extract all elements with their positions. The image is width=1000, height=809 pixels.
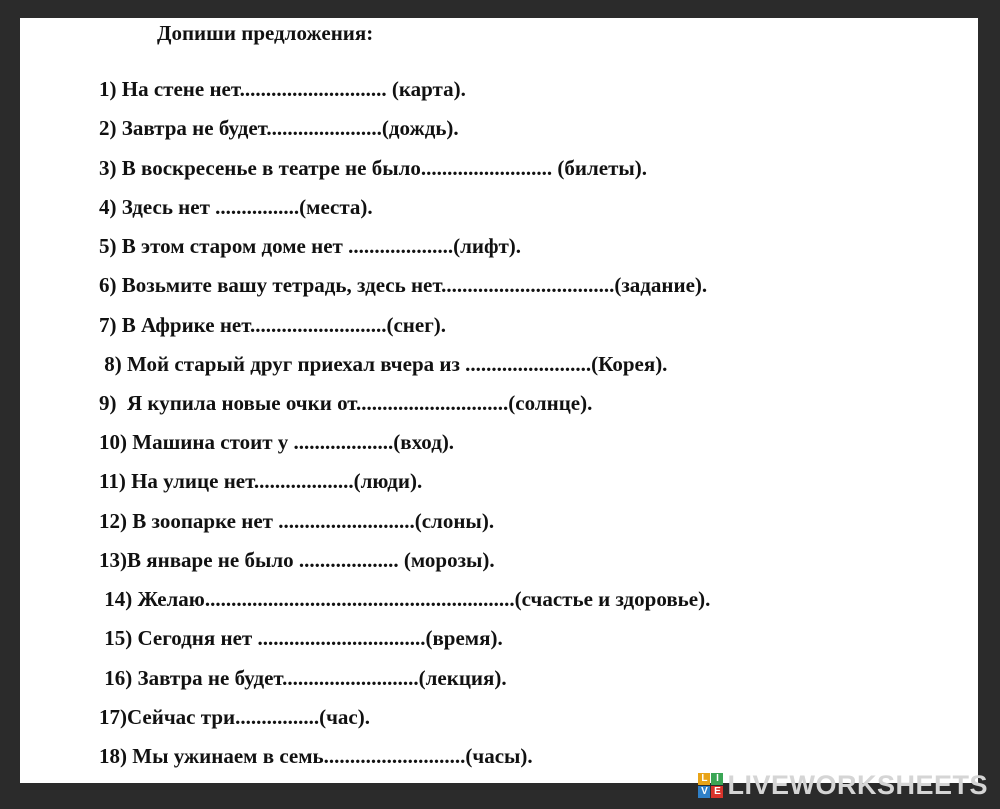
exercise-item-18: 18) Мы ужинаем в семь...........................(часы). — [99, 744, 533, 768]
logo-text: LIVEWORKSHEETS — [727, 769, 988, 800]
exercise-item-1: 1) На стене нет............................ (карта). — [99, 77, 466, 101]
exercise-item-11: 11) На улице нет...................(люди). — [99, 469, 423, 493]
exercise-item-14: 14) Желаю...........................................................(счастье и здоровье). — [99, 587, 711, 611]
exercise-item-13: 13)В январе не было ................... (морозы). — [99, 548, 495, 572]
liveworksheets-logo[interactable] — [698, 768, 988, 802]
exercise-item-15: 15) Сегодня нет ................................(время). — [99, 626, 503, 650]
exercise-item-2: 2) Завтра не будет......................(дождь). — [99, 116, 459, 140]
logo-letter: L — [698, 773, 710, 785]
exercise-item-9: 9) Я купила новые очки от.............................(солнце). — [99, 391, 593, 415]
worksheet-title: Допиши предложения: — [157, 21, 374, 45]
exercise-item-6: 6) Возьмите вашу тетрадь, здесь нет.................................(задание). — [99, 273, 708, 297]
logo-letter: V — [698, 786, 710, 798]
logo-letter: I — [711, 773, 723, 785]
exercise-item-12: 12) В зоопарке нет ..........................(слоны). — [99, 509, 495, 533]
exercise-item-10: 10) Машина стоит у ...................(вход). — [99, 430, 455, 454]
exercise-item-7: 7) В Африке нет..........................(снег). — [99, 313, 446, 337]
worksheet-page — [20, 18, 978, 783]
logo-letter: E — [711, 786, 723, 798]
exercise-item-17: 17)Сейчас три................(час). — [99, 705, 371, 729]
logo-icon — [698, 773, 723, 798]
exercise-item-16: 16) Завтра не будет..........................(лекция). — [99, 666, 507, 690]
exercise-item-4: 4) Здесь нет ................(места). — [99, 195, 373, 219]
exercise-item-8: 8) Мой старый друг приехал вчера из ........................(Корея). — [99, 352, 668, 376]
exercise-item-3: 3) В воскресенье в театре не было......................... (билеты). — [99, 156, 648, 180]
exercise-item-5: 5) В этом старом доме нет ....................(лифт). — [99, 234, 522, 258]
